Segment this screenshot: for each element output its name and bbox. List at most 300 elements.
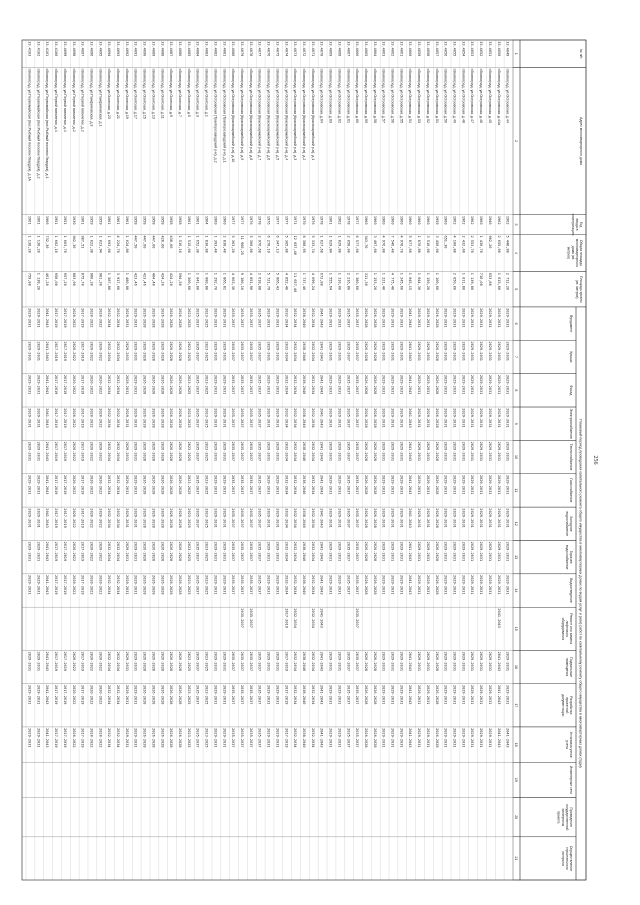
table-cell-area: 1 022,38	[89, 235, 94, 253]
table-cell-hot: 2035-2037	[195, 541, 200, 562]
table-cell-roofw: 2029-2031	[390, 341, 395, 361]
table-cell-heat: 2026-2028	[178, 441, 183, 462]
table-cell-meter: 2029-2031	[213, 728, 218, 748]
table-cell-fund: 2029-2031	[266, 308, 271, 328]
table-cell-area: 1 652,30	[195, 235, 200, 253]
table-cell-facade: 2026-2028	[169, 374, 174, 395]
table-cell-num: 33.4052	[479, 41, 484, 57]
table-cell-roof: 1 153,20	[372, 272, 377, 291]
table-cell-roofw: 2029-2031	[124, 341, 129, 361]
table-cell-facade: 2026-2028	[372, 374, 377, 395]
table-cell-base: 2035-2037	[195, 651, 200, 672]
table-cell-heat: 2035-2037	[355, 441, 360, 462]
table-cell-facade: 2026-2028	[151, 374, 156, 395]
table-cell-address: г.Волгоград, ул.Панфиловская, д.1	[98, 68, 103, 127]
table-cell-fund: 2026-2028	[434, 308, 439, 328]
table-cell-hot: 2035-2037	[355, 541, 360, 562]
table-cell-roof: 1 500,00	[186, 272, 191, 291]
table-cell-facade: 2029-2031	[505, 374, 510, 395]
table-cell-elec: 2020-2022	[89, 408, 94, 428]
table-cell-num: 33.4095	[98, 41, 103, 57]
table-cell-meter: 2026-2028	[142, 728, 147, 748]
table-cell-base: 2017-2019	[54, 651, 59, 672]
column-header-line: помещения	[564, 657, 569, 677]
table-cell-gas: 2029-2031	[399, 474, 404, 495]
column-number: 11	[514, 488, 518, 493]
table-cell-hot: 2029-2031	[266, 541, 271, 562]
table-cell-roofw: 2029-2031	[275, 341, 280, 361]
column-header-cell	[520, 374, 576, 407]
table-cell-area: 4 224,70	[116, 235, 121, 253]
column-header-line: Фундамент	[569, 314, 573, 333]
table-cell-heat: 2029-2031	[496, 441, 501, 462]
table-cell-cold: 2035-2037	[257, 508, 262, 528]
column-header-line: Проведение	[569, 807, 573, 827]
table-cell-gas: 2026-2028	[434, 474, 439, 495]
table-cell-meter: 2035-2037	[346, 728, 351, 748]
table-cell-num: 33.4092	[124, 41, 129, 57]
table-cell-roofw: 2023-2025	[204, 341, 209, 361]
table-cell-hot: 2035-2037	[239, 541, 244, 562]
table-cell-hot: 2029-2031	[443, 541, 448, 562]
table-cell-sewer: 2017-2019	[54, 575, 59, 595]
column-header-label	[569, 478, 573, 502]
table-cell-heat: 2029-2031	[425, 441, 430, 462]
table-cell-heat: 2029-2031	[337, 441, 342, 462]
table-cell-area: 6 278,19	[266, 235, 271, 253]
column-header-label	[565, 732, 573, 758]
column-header-line: водоснабжение	[564, 511, 569, 537]
table-cell-cold: 2029-2031	[381, 508, 386, 528]
table-cell-fund: 2023-2025	[204, 308, 209, 328]
table-cell-heat: 2041-2043	[319, 441, 324, 462]
table-cell-sewer: 2029-2031	[390, 575, 395, 595]
table-row	[54, 41, 58, 747]
table-cell-meter: 2029-2031	[275, 728, 280, 748]
table-cell-meter: 2017-2019	[284, 728, 289, 748]
table-row	[107, 41, 111, 747]
table-cell-hot: 2026-2028	[160, 541, 165, 562]
table-cell-facade: 2035-2037	[355, 374, 360, 395]
table-cell-area: 5 877,60	[408, 235, 413, 253]
table-cell-proj: 2029-2031	[452, 684, 457, 705]
table-cell-sewer: 2029-2031	[496, 575, 501, 595]
table-cell-base: 2029-2031	[328, 651, 333, 672]
table-row	[169, 41, 173, 747]
column-number: 19	[514, 777, 518, 782]
table-cell-hot: 2020-2022	[98, 541, 103, 562]
table-cell-address: г.Волгоград, ул.Островская, д.45	[487, 68, 492, 124]
table-cell-sewer: 2026-2028	[178, 575, 183, 595]
table-cell-gas: 2023-2025	[186, 474, 191, 495]
table-cell-base: 2020-2022	[89, 651, 94, 672]
table-cell-heat: 2029-2031	[381, 441, 386, 462]
table-cell-hot: 2029-2031	[479, 541, 484, 562]
table-cell-gas: 2020-2022	[71, 474, 76, 495]
table-cell-num: 33.4077	[257, 41, 262, 57]
table-cell-area: 3 450,00	[434, 235, 439, 253]
table-cell-roofw: 2041-2043	[319, 341, 324, 361]
table-row	[293, 41, 297, 747]
table-cell-roofw: 2020-2022	[89, 341, 94, 361]
column-header-line: Горячее	[569, 550, 573, 564]
column-number: 10	[514, 455, 518, 460]
column-header-line: метров)	[566, 246, 571, 260]
table-cell-roofw: 2032-2034	[293, 341, 298, 361]
table-cell-gas: 2026-2028	[160, 474, 165, 495]
table-cell-gas: 2035-2037	[239, 474, 244, 495]
table-row	[329, 41, 333, 747]
table-cell-sewer: 2035-2037	[355, 575, 360, 595]
table-cell-sewer: 2029-2031	[461, 575, 466, 595]
table-row	[116, 41, 120, 747]
table-cell-hot: 2035-2037	[346, 541, 351, 562]
table-cell-cold: 2026-2028	[169, 508, 174, 528]
table-cell-num: 33.4058	[425, 41, 430, 57]
table-cell-facade: 2035-2037	[231, 374, 236, 395]
table-cell-sewer: 2017-2019	[80, 575, 85, 595]
table-cell-roofw: 2029-2031	[222, 341, 227, 361]
table-cell-roofw: 2029-2031	[36, 341, 41, 361]
table-cell-meter: 2041-2043	[496, 728, 501, 748]
table-cell-hot: 2032-2034	[107, 541, 112, 562]
table-cell-heat: 2035-2037	[239, 441, 244, 462]
table-cell-elec: 2029-2031	[425, 408, 430, 428]
table-cell-address: г.Волгоград, ул.Охотская, д.21	[116, 68, 121, 119]
table-cell-hot: 2026-2028	[151, 541, 156, 562]
table-cell-meter: 2035-2037	[257, 728, 262, 748]
table-cell-roofw: 2032-2034	[310, 341, 315, 361]
table-cell-meter: 2032-2034	[293, 728, 298, 748]
table-cell-roofw: 2029-2031	[470, 341, 475, 361]
table-cell-address: г.Волгоград, ул.Первомайская (пос.Рыбный поселок Гвардия), д.1	[45, 68, 50, 179]
table-cell-roof: 5 721,79	[266, 272, 271, 291]
column-header-line: Теплоснабжение	[569, 443, 573, 471]
table-row	[364, 41, 368, 747]
table-cell-roofw: 2026-2028	[160, 341, 165, 361]
table-cell-num: 33.4049	[505, 41, 510, 57]
table-cell-roof: 1 080,80	[204, 272, 209, 291]
table-cell-facade: 2029-2031	[36, 374, 41, 395]
column-header-label	[569, 578, 573, 603]
table-cell-year: 1960	[417, 215, 422, 225]
column-number: 15	[514, 626, 518, 631]
table-cell-sewer: 2023-2025	[186, 575, 191, 595]
table-cell-heat: 2017-2019	[80, 441, 85, 462]
table-cell-sewer: 2023-2025	[204, 575, 209, 595]
table-cell-address: г.Волгоград, ул.Первой пятилетки, д.4	[62, 68, 67, 132]
table-cell-roofw: 2029-2031	[399, 341, 404, 361]
column-number: 5	[514, 288, 518, 291]
table-cell-area: 1 624,80	[124, 235, 129, 253]
table-cell-elec: 2035-2037	[355, 408, 360, 428]
table-cell-fund: 2029-2031	[470, 308, 475, 328]
table-cell-elec: 2026-2028	[372, 408, 377, 428]
table-cell-hot: 2020-2022	[71, 541, 76, 562]
table-cell-num: 33.4059	[417, 41, 422, 57]
table-cell-proj: 2035-2037	[257, 684, 262, 705]
table-cell-cold: 2026-2028	[142, 508, 147, 528]
column-header-cell	[520, 440, 576, 473]
column-header-line: ввода в	[574, 218, 579, 231]
table-cell-area: 1 393,40	[213, 235, 218, 253]
table-cell-gas: 2035-2037	[346, 474, 351, 495]
table-cell-facade: 2032-2034	[284, 374, 289, 395]
table-cell-proj: 2020-2022	[71, 684, 76, 705]
table-cell-meter: 2020-2022	[71, 728, 76, 748]
table-cell-base: 2029-2031	[461, 651, 466, 672]
column-number: 21	[514, 856, 518, 861]
table-row	[452, 41, 456, 747]
table-cell-hot: 2026-2028	[363, 541, 368, 562]
table-cell-cold: 2029-2031	[417, 508, 422, 528]
table-cell-sewer: 2020-2022	[89, 575, 94, 595]
table-cell-roof: 4 852,40	[284, 272, 289, 291]
table-cell-meter: 2029-2031	[381, 728, 386, 748]
table-cell-hot: 2029-2031	[399, 541, 404, 562]
table-cell-address: г.Волгоград, ул.Охотская, д.5	[186, 68, 191, 117]
table-cell-fund: 2017-2019	[54, 308, 59, 328]
table-cell-meter: 2026-2028	[363, 728, 368, 748]
table-cell-area: 11 960,25	[239, 235, 244, 255]
table-cell-hot: 2026-2028	[434, 541, 439, 562]
column-header-line: дома (кв.	[570, 245, 575, 261]
table-cell-gas: 2029-2031	[381, 474, 386, 495]
table-cell-year: 1959	[89, 215, 94, 225]
table-cell-proj: 2029-2031	[337, 684, 342, 705]
table-cell-heat: 2029-2031	[124, 441, 129, 462]
column-header-label	[579, 49, 583, 58]
table-cell-heat: 2029-2031	[399, 441, 404, 462]
table-cell-fund: 2026-2028	[178, 308, 183, 328]
table-cell-elec: 2029-2031	[390, 408, 395, 428]
table-cell-base: 2041-2043	[45, 651, 50, 672]
table-cell-num: 33.4074	[284, 41, 289, 57]
table-cell-year: 1976	[266, 215, 271, 225]
table-cell-sewer: 2035-2037	[239, 575, 244, 595]
table-cell-heat: 2026-2028	[434, 441, 439, 462]
table-cell-sewer: 2029-2031	[266, 575, 271, 595]
table-cell-roof: 3 917,00	[116, 272, 121, 291]
table-cell-roofw: 2026-2028	[169, 341, 174, 361]
table-cell-sewer: 2032-2034	[293, 575, 298, 595]
table-cell-gas: 2029-2031	[337, 474, 342, 495]
table-cell-elec: 2017-2019	[54, 408, 59, 428]
table-cell-elec: 2029-2031	[133, 408, 138, 428]
table-cell-meter: 2041-2043	[319, 728, 324, 748]
table-row	[143, 41, 147, 747]
table-cell-num: 33.4084	[195, 41, 200, 57]
table-cell-elec: 2017-2019	[80, 408, 85, 428]
table-cell-address: г.Волгоград, ул.Островская, д.64	[319, 68, 324, 124]
table-cell-address: г.Волгоград, ул.Охотская, д.13	[151, 68, 156, 119]
table-cell-roof: 4 775,40	[390, 272, 395, 291]
table-cell-year: 1962	[337, 215, 342, 225]
table-cell-address: г.Волгоград, ул.Островская, д.44а	[496, 68, 501, 126]
table-cell-meter: 2029-2031	[266, 728, 271, 748]
table-cell-meter: 2032-2034	[116, 728, 121, 748]
table-cell-meter: 2020-2022	[98, 728, 103, 748]
table-cell-cold: 2032-2034	[107, 508, 112, 528]
table-cell-heat: 2029-2031	[479, 441, 484, 462]
table-cell-year: 1978	[257, 215, 262, 225]
table-row	[320, 41, 324, 747]
table-row	[435, 41, 439, 747]
table-cell-num: 33.4103	[27, 41, 32, 57]
table-cell-roofw: 2026-2028	[363, 341, 368, 361]
table-cell-address: г.Волгоград, ул.Островская, д.48	[461, 68, 466, 124]
table-row	[408, 41, 412, 747]
table-cell-gas: 2029-2031	[328, 474, 333, 495]
table-cell-gas: 2041-2043	[319, 474, 324, 495]
column-header-line: Крыша	[569, 351, 573, 363]
table-cell-facade: 2029-2031	[470, 374, 475, 395]
table-cell-proj: 2026-2028	[178, 684, 183, 705]
table-cell-fund: 2026-2028	[169, 308, 174, 328]
table-cell-num: 33.4099	[62, 41, 67, 57]
column-header-line: (кв. метров)	[574, 279, 579, 299]
table-cell-area: 6 347,13	[275, 235, 280, 253]
table-cell-num: 33.4090	[142, 41, 147, 57]
table-cell-roofw: 2017-2019	[62, 341, 67, 361]
table-cell-address: г.Волгоград, ул.Островская, д.55	[399, 68, 404, 124]
table-cell-cold: 2017-2019	[62, 508, 67, 528]
table-cell-area: 4 976,80	[381, 235, 386, 253]
table-cell-cold: 2041-2043	[45, 508, 50, 528]
table-cell-meter: 2032-2034	[107, 728, 112, 748]
table-cell-roof: 1 015,00	[496, 272, 501, 291]
table-cell-hot: 2017-2019	[62, 541, 67, 562]
table-cell-roof: 883,90	[71, 272, 76, 286]
table-cell-fund: 2032-2034	[107, 308, 112, 328]
table-cell-heat: 2017-2019	[54, 441, 59, 462]
column-header-line: проектной	[564, 697, 569, 714]
table-cell-elec: 2032-2034	[116, 408, 121, 428]
table-cell-fund: 2023-2025	[186, 308, 191, 328]
table-cell-cold: 2020-2022	[89, 508, 94, 528]
table-cell-fund: 2029-2031	[425, 308, 430, 328]
table-cell-facade: 2029-2031	[399, 374, 404, 395]
table-cell-gas: 2041-2043	[408, 474, 413, 495]
table-cell-fund: 2035-2037	[355, 308, 360, 328]
table-cell-cold: 2035-2037	[195, 508, 200, 528]
table-cell-base: 2035-2037	[257, 651, 262, 672]
table-cell-cold: 2020-2022	[98, 508, 103, 528]
table-cell-proj: 2029-2031	[328, 684, 333, 705]
table-cell-area: 2 553,70	[470, 235, 475, 253]
table-cell-area: 1 629,84	[328, 235, 333, 253]
table-cell-base: 2029-2031	[470, 651, 475, 672]
table-cell-base: 2026-2028	[178, 651, 183, 672]
table-cell-roof: 710,00	[479, 272, 484, 286]
table-cell-gas: 2035-2037	[257, 474, 262, 495]
table-cell-hot: 2026-2028	[178, 541, 183, 562]
table-row	[417, 41, 421, 747]
table-cell-address: г.Волгоград, ул.Островская, д.51	[434, 68, 439, 124]
table-cell-heat: 2029-2031	[417, 441, 422, 462]
table-cell-facade: 2029-2031	[479, 374, 484, 395]
table-cell-proj: 2035-2037	[239, 684, 244, 705]
column-header-label	[569, 385, 573, 395]
table-cell-num: 33.4101	[45, 41, 50, 57]
table-cell-area: 2 655,00	[496, 235, 501, 253]
table-cell-address: г.Волгоград, ул.Островская, д.59	[363, 68, 368, 124]
table-cell-year: 1958	[133, 215, 138, 225]
column-header-cell	[520, 67, 586, 214]
table-cell-cold: 2032-2034	[116, 508, 121, 528]
table-cell-cold: 2029-2031	[275, 508, 280, 528]
table-cell-heat: 2035-2037	[346, 441, 351, 462]
table-cell-base: 2029-2031	[124, 651, 129, 672]
table-cell-cold: 2029-2031	[133, 508, 138, 528]
table-cell-facade: 2029-2031	[266, 374, 271, 395]
table-cell-cold: 2029-2031	[222, 508, 227, 528]
table-cell-hot: 2041-2043	[319, 541, 324, 562]
table-cell-sewer: 2029-2031	[222, 575, 227, 595]
table-cell-meter: 2026-2028	[169, 728, 174, 748]
table-cell-fund: 2020-2022	[98, 308, 103, 328]
table-cell-proj: 2029-2031	[505, 684, 510, 705]
table-cell-num: 33.4087	[169, 41, 174, 57]
table-cell-heat: 2020-2022	[98, 441, 103, 462]
table-cell-address: г.Волгоград, ул.Охотская, д.9	[169, 68, 174, 117]
table-cell-address: г.Волгоград, ул.Островская, д.47	[470, 68, 475, 124]
table-cell-year: 1961	[27, 215, 32, 225]
table-cell-meter: 2029-2031	[133, 728, 138, 748]
table-cell-proj: 2017-2019	[54, 684, 59, 705]
column-header-label	[561, 613, 573, 644]
table-cell-area: 732,30	[45, 235, 50, 249]
table-cell-elec: 2032-2034	[293, 408, 298, 428]
table-cell-elec: 2029-2031	[470, 408, 475, 428]
table-cell-facade: 2029-2031	[461, 374, 466, 395]
column-number: 6	[514, 322, 518, 325]
column-header-line: Площадь кровли	[579, 275, 583, 303]
table-cell-heat: 2032-2034	[310, 441, 315, 462]
table-row	[258, 41, 262, 747]
table-cell-area: 1 830,80	[204, 235, 209, 253]
table-cell-proj: 2020-2022	[89, 684, 94, 705]
table-cell-year: 1958	[169, 215, 174, 225]
table-cell-gas: 2029-2031	[487, 474, 492, 495]
table-cell-roofw: 2038-2040	[301, 341, 306, 361]
table-cell-cold: 2026-2028	[178, 508, 183, 528]
table-cell-roof: 424,20	[160, 272, 165, 286]
table-cell-year: 1977	[284, 215, 289, 225]
table-cell-roofw: 2029-2031	[417, 341, 422, 361]
table-cell-elec: 2038-2040	[301, 408, 306, 428]
table-cell-elec: 2026-2028	[160, 408, 165, 428]
table-cell-num: 33.4100	[54, 41, 59, 57]
table-cell-elec: 2032-2034	[310, 408, 315, 428]
table-cell-base: 2026-2028	[372, 651, 377, 672]
table-cell-roof: 404,40	[151, 272, 156, 286]
table-cell-year: 1964	[204, 215, 209, 225]
column-header-label	[565, 545, 573, 570]
table-row	[205, 41, 209, 747]
table-cell-cold: 2035-2037	[355, 508, 360, 528]
table-row	[240, 41, 244, 747]
column-header-line: контроля	[560, 851, 565, 866]
column-header-cell	[520, 762, 576, 797]
table-cell-facade: 2029-2031	[452, 374, 457, 395]
table-cell-proj: 2035-2037	[231, 684, 236, 705]
table-cell-heat: 2026-2028	[372, 441, 377, 462]
table-cell-heat: 2029-2031	[487, 441, 492, 462]
table-cell-fund: 2032-2034	[293, 308, 298, 328]
table-cell-meter: 2023-2025	[204, 728, 209, 748]
table-cell-area: 447,60	[142, 235, 147, 249]
